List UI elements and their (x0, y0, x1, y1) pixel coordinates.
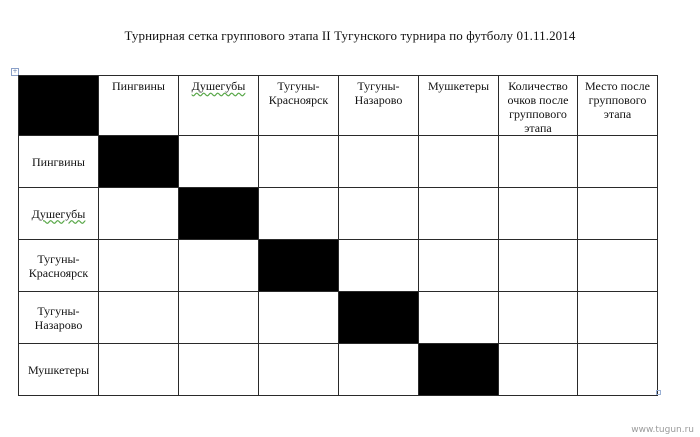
blocked-cell (99, 136, 179, 188)
result-cell[interactable] (339, 344, 419, 396)
result-cell[interactable] (339, 240, 419, 292)
result-cell[interactable] (339, 188, 419, 240)
row-label-tuguny-nazarovo: Тугуны-Назарово (19, 292, 99, 344)
header-tuguny-nazarovo: Тугуны-Назарово (339, 76, 419, 136)
place-cell[interactable] (578, 188, 658, 240)
header-dushegubу-label: Душегубы (191, 79, 246, 93)
result-cell[interactable] (179, 136, 259, 188)
row-label-dushegubу (19, 188, 99, 240)
result-cell[interactable] (99, 240, 179, 292)
result-cell[interactable] (179, 292, 259, 344)
table-row (19, 344, 658, 396)
table-resize-handle-icon[interactable] (656, 390, 661, 395)
result-cell[interactable] (179, 240, 259, 292)
tournament-grid-table (18, 75, 658, 396)
table-row (19, 188, 658, 240)
result-cell[interactable] (259, 136, 339, 188)
result-cell[interactable] (419, 292, 499, 344)
site-watermark: www.tugun.ru (631, 425, 694, 435)
result-cell[interactable] (99, 188, 179, 240)
table-row (19, 292, 658, 344)
header-points: Количество очков после группового этапа (499, 76, 578, 136)
blocked-cell (339, 292, 419, 344)
header-row (19, 76, 658, 136)
points-cell[interactable] (499, 136, 578, 188)
blocked-cell (419, 344, 499, 396)
result-cell[interactable] (419, 136, 499, 188)
blocked-cell (259, 240, 339, 292)
row-label-mushketery: Мушкетеры (19, 344, 99, 396)
header-dushegubы (179, 76, 259, 136)
points-cell[interactable] (499, 292, 578, 344)
result-cell[interactable] (179, 344, 259, 396)
points-cell[interactable] (499, 344, 578, 396)
corner-cell (19, 76, 99, 136)
header-place: Место после группового этапа (578, 76, 658, 136)
table-row (19, 240, 658, 292)
row-label-tuguny-krasnoyarsk: Тугуны-Красноярск (19, 240, 99, 292)
row-label-pingviny: Пингвины (19, 136, 99, 188)
place-cell[interactable] (578, 136, 658, 188)
place-cell[interactable] (578, 344, 658, 396)
points-cell[interactable] (499, 240, 578, 292)
result-cell[interactable] (339, 136, 419, 188)
table-row (19, 136, 658, 188)
plus-move-handle-icon[interactable]: + (12, 68, 18, 75)
header-pingviny: Пингвины (99, 76, 179, 136)
result-cell[interactable] (259, 188, 339, 240)
result-cell[interactable] (259, 344, 339, 396)
header-mushketery: Мушкетеры (419, 76, 499, 136)
row-label-dushegubу-text: Душегубы (31, 206, 86, 221)
document-title: Турнирная сетка группового этапа II Тугунского турнира по футболу 01.11.2014 (124, 28, 576, 43)
result-cell[interactable] (259, 292, 339, 344)
result-cell[interactable] (419, 240, 499, 292)
points-cell[interactable] (499, 188, 578, 240)
blocked-cell (179, 188, 259, 240)
header-tuguny-krasnoyarsk: Тугуны-Красноярск (259, 76, 339, 136)
place-cell[interactable] (578, 292, 658, 344)
result-cell[interactable] (99, 292, 179, 344)
result-cell[interactable] (419, 188, 499, 240)
place-cell[interactable] (578, 240, 658, 292)
result-cell[interactable] (99, 344, 179, 396)
